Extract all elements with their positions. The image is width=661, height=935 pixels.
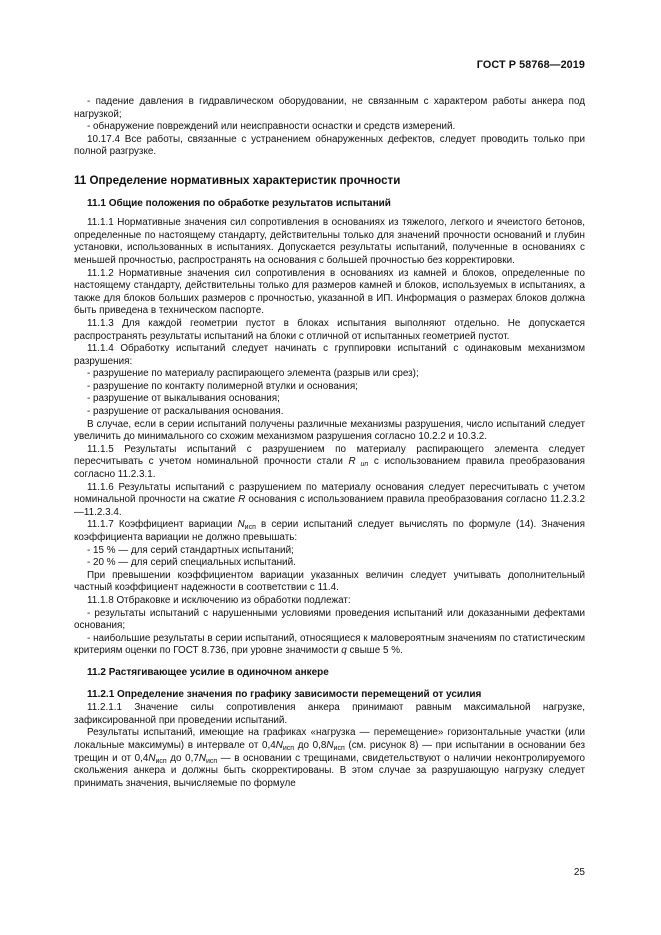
paragraph-11-1-5: 11.1.5 Результаты испытаний с разрушением по материалу распирающего элемента следует пересчитывать с учетом номинальной прочности стали R $_{un}$ с использованием правила преобразования согласно 11.2.3.1. <box>74 443 586 481</box>
paragraph-11-1-6: 11.1.6 Результаты испытаний с разрушением по материалу основания следует пересчитывать с учетом номинальной прочности на сжатие R основания с использованием правила преобразования согласно 11.2.3.2—11.2.3.4. <box>74 481 585 518</box>
paragraph-11-1-3: 11.1.3 Для каждой геометрии пустот в блоках испытания выполняют отдельно. Не допускается распространять результаты испытаний на блоки с отличной от испытанных геометрией пустот. <box>74 317 585 342</box>
section-11-heading: 11 Определение нормативных характеристик прочности <box>74 173 401 187</box>
paragraph-10-17-4: 10.17.4 Все работы, связанные с устранением обнаруженных дефектов, следует проводить только при полной разгрузке. <box>74 133 585 158</box>
list-item: - 15 % — для серий стандартных испытаний; <box>87 544 294 556</box>
paragraph-11-1-4-tail: В случае, если в серии испытаний получены различные механизмы разрушения, число испытаний следует увеличить до минимального со схожим механизмом разрушения согласно 10.2.2 и 10.3.2. <box>74 418 585 443</box>
paragraph-11-1-1: 11.1.1 Нормативные значения сил сопротивления в основаниях из тяжелого, легкого и ячеистого бетонов, определенные по настоящему стандарту, действительны только для значений прочности оснований и глубин установки, использованных в испытаниях. Допускается результаты испытаний, полученные в основаниях с меньшей прочностью, распространять на основания с большей прочностью без корректировки. <box>74 217 585 266</box>
paragraph-11-1-4: 11.1.4 Обработку испытаний следует начинать с группировки испытаний с одинаковым механизмом разрушения: <box>74 343 585 367</box>
list-item: - падение давления в гидравлическом оборудовании, не связанным с характером работы анкера под нагрузкой; <box>74 96 585 120</box>
paragraph-11-1-7-tail: При превышении коэффициентом вариации указанных величин следует учитывать дополнительный частный коэффициент надежности в соответствии с 11.4. <box>74 569 585 594</box>
list-item: - разрушение по контакту полимерной втулки и основания; <box>87 380 358 392</box>
page-number: 25 <box>573 867 585 878</box>
paragraph-11-2-1-1-results: Результаты испытаний, имеющие на графиках «нагрузка — перемещение» горизонтальные участки (или локальные максимумы) в интервале от $0,4N_{исп}$ до $0,8N_{исп}$ (см. рисунок 8) — при испытании в основании без трещин и от $0,4N_{исп}$ до $0,7N_{исп}$ — в основании с трещинами, свидетельствуют о наличии неконтролируемого скольжения анкера и должны быть скорректированы. В этом случае за разрушающую нагрузку следует принимать значения, вычисляемые по формуле <box>74 727 585 789</box>
paragraph-11-1-8: 11.1.8 Отбраковке и исключению из обработки подлежат: <box>87 594 351 606</box>
section-11-2-heading: 11.2 Растягивающее усилие в одиночном анкере <box>87 666 329 678</box>
section-11-2-1-heading: 11.2.1 Определение значения по графику зависимости перемещений от усилия <box>87 688 482 700</box>
paragraph-11-1-2: 11.1.2 Нормативные значения сил сопротивления в основаниях из камней и блоков, определенные по настоящему стандарту, действительны только для размеров камней и блоков, используемых в испытаниях, а также для блоков больших размеров с прочностью, указанной в ИП. Информация о размерах блоков должна быть приведена в техническом паспорте. <box>74 267 585 317</box>
paragraph-11-1-7: 11.1.7 Коэффициент вариации $N_{исп}$ в серии испытаний следует вычислять по формуле (14). Значения коэффициента вариации не должно превышать: <box>74 519 585 543</box>
standard-id-header: ГОСТ Р 58768—2019 <box>476 59 585 71</box>
list-item: - результаты испытаний с нарушенными условиями проведения испытаний или доказанными дефектами основания; <box>74 607 585 632</box>
paragraph-11-2-1-1: 11.2.1.1 Значение силы сопротивления анкера принимают равным максимальной нагрузке, зафиксированной при проведении испытаний. <box>74 702 585 726</box>
document-body <box>74 96 585 790</box>
list-item: - обнаружение повреждений или неисправности оснастки и средств измерений. <box>87 121 456 133</box>
list-item: - разрушение от выкалывания основания; <box>87 393 280 405</box>
list-item: - наибольшие результаты в серии испытаний, относящиеся к маловероятным значениям по статистическим критериям оценки по ГОСТ 8.736, при уровне значимости q свыше 5 %. <box>74 632 585 657</box>
list-item: - разрушение от раскалывания основания. <box>87 406 284 418</box>
list-item: - 20 % — для серий специальных испытаний. <box>87 557 296 569</box>
section-11-1-heading: 11.1 Общие положения по обработке результатов испытаний <box>87 197 391 209</box>
list-item: - разрушение по материалу распирающего элемента (разрыв или срез); <box>87 368 419 380</box>
